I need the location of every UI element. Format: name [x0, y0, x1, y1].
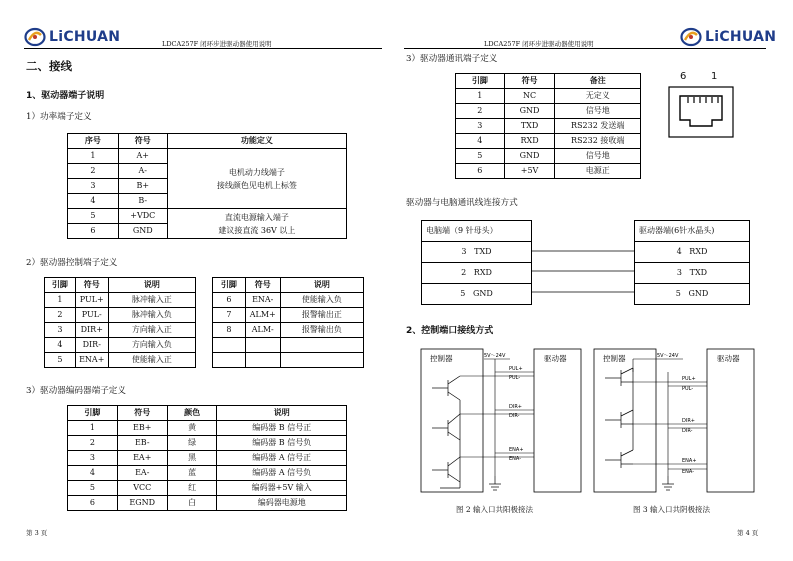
pin-number: 5	[460, 289, 466, 298]
func-power-line1: 直流电源输入端子	[224, 212, 289, 222]
cell-desc: 报警输出负	[280, 323, 363, 338]
table-row	[45, 338, 196, 353]
table-row	[456, 89, 641, 104]
cell-pin: 2	[45, 308, 76, 323]
table-row	[456, 164, 641, 179]
table-row	[68, 436, 347, 451]
pin-signal: RXD	[689, 247, 708, 256]
cell-func-motor	[167, 149, 346, 209]
func-power-line2: 建议接直流 36V 以上	[218, 225, 296, 235]
cell-symbol: PUL+	[75, 293, 108, 308]
cell-pin: 5	[68, 481, 118, 496]
cell-pin: 8	[213, 323, 246, 338]
comm-table-title: 3）驱动器通讯端子定义	[406, 54, 498, 64]
brand-name: LiCHUAN	[49, 29, 121, 45]
cell-desc: 编码器电源地	[217, 496, 347, 511]
table-row	[635, 263, 750, 284]
table-row	[213, 293, 364, 308]
cell-symbol: EA-	[117, 466, 167, 481]
cell-desc: 方向输入负	[108, 338, 195, 353]
pc-link-title: 驱动器与电脑通讯线连接方式	[406, 198, 518, 208]
table-row	[456, 134, 641, 149]
cell-symbol: ENA-	[245, 293, 280, 308]
cell-symbol: EGND	[117, 496, 167, 511]
cell-empty	[280, 353, 363, 368]
pin-signal: GND	[472, 289, 493, 298]
brand-name: LiCHUAN	[705, 29, 777, 45]
cell-symbol: GND	[118, 224, 167, 239]
cell-desc: 脉冲输入正	[108, 293, 195, 308]
section-title: 二、接线	[26, 59, 72, 73]
cell-empty	[213, 353, 246, 368]
table-header-row	[456, 74, 641, 89]
pul-plus-label: PUL+	[682, 376, 696, 382]
table-row	[68, 149, 347, 164]
cell-no: 5	[68, 209, 119, 224]
table-header-row	[422, 221, 532, 242]
figure-2-caption: 图 2 输入口共阳极接法	[456, 505, 534, 514]
cell-pin: 5	[456, 149, 505, 164]
cell-symbol: ENA+	[75, 353, 108, 368]
cell-color: 白	[167, 496, 217, 511]
table-row	[213, 338, 364, 353]
cell-empty	[213, 338, 246, 353]
ena-plus-label: ENA+	[509, 447, 524, 453]
cell-pin: 1	[456, 89, 505, 104]
pin-number: 2	[461, 268, 467, 277]
pin-signal: TXD	[474, 247, 492, 256]
encoder-terminal-table	[67, 405, 347, 511]
power-table-title: 1）功率端子定义	[26, 112, 92, 122]
cell-pin: 2	[456, 104, 505, 119]
cell-no: 4	[68, 194, 119, 209]
cell-note: 电源正	[555, 164, 641, 179]
pc-header-cell: 电脑端（9 针母头）	[422, 221, 532, 242]
dir-plus-label: DIR+	[682, 418, 695, 424]
page-number-left: 第 3 页	[26, 529, 48, 537]
ena-minus-label: ENA-	[682, 469, 695, 475]
table-row	[45, 323, 196, 338]
cell-note: 信号地	[555, 149, 641, 164]
table-header-row	[213, 278, 364, 293]
cell-symbol: NC	[504, 89, 555, 104]
wiring-diagram-common-cathode	[593, 348, 755, 494]
pc-row	[422, 263, 532, 284]
table-row	[213, 323, 364, 338]
driver-connector-table	[634, 220, 750, 305]
cell-symbol: VCC	[117, 481, 167, 496]
controller-label: 控制器	[603, 354, 626, 363]
cell-symbol: EA+	[117, 451, 167, 466]
cell-pin: 3	[45, 323, 76, 338]
supply-label: 5V～24V	[657, 353, 679, 359]
table-row	[68, 496, 347, 511]
cell-pin: 3	[68, 451, 118, 466]
table-row	[456, 119, 641, 134]
cell-func-power	[167, 209, 346, 239]
pin-signal: GND	[688, 289, 709, 298]
cell-symbol: GND	[504, 104, 555, 119]
rj-pin-label-left: 6	[680, 71, 687, 82]
cell-pin: 6	[213, 293, 246, 308]
table-row	[68, 209, 347, 224]
cell-desc: 编码器+5V 输入	[217, 481, 347, 496]
func-motor-line1: 电机动力线端子	[228, 167, 285, 177]
cell-symbol: B+	[118, 179, 167, 194]
cell-symbol: A-	[118, 164, 167, 179]
encoder-table-title: 3）驱动器编码器端子定义	[26, 386, 126, 396]
table-row	[213, 353, 364, 368]
pc-row	[422, 284, 532, 305]
brand-logo	[24, 27, 120, 47]
cell-desc: 编码器 B 信号负	[217, 436, 347, 451]
driver-row	[635, 242, 750, 263]
cell-symbol: EB+	[117, 421, 167, 436]
table-row	[45, 308, 196, 323]
cell-color: 蓝	[167, 466, 217, 481]
cell-no: 2	[68, 164, 119, 179]
cell-note: RS232 发送端	[555, 119, 641, 134]
dir-minus-label: DIR-	[509, 413, 520, 419]
comm-terminal-table	[455, 73, 641, 179]
wiring-diagram-common-anode	[420, 348, 582, 494]
rj-connector-icon	[668, 86, 734, 138]
pc-row	[422, 242, 532, 263]
table-row	[45, 293, 196, 308]
doc-header-title-right: LDCA257F 闭环步进驱动器使用说明	[484, 40, 594, 48]
table-row	[456, 104, 641, 119]
col-header: 序号	[68, 134, 119, 149]
cell-pin: 4	[68, 466, 118, 481]
subsection-terminals: 1、驱动器端子说明	[26, 91, 105, 101]
cell-pin: 3	[456, 119, 505, 134]
pin-number: 3	[676, 268, 682, 277]
brand-logo-right	[680, 27, 776, 47]
cell-note: 无定义	[555, 89, 641, 104]
cell-desc: 编码器 A 信号正	[217, 451, 347, 466]
table-row	[68, 481, 347, 496]
cell-pin: 4	[456, 134, 505, 149]
table-row	[422, 242, 532, 263]
rj-pin-label-right: 1	[711, 71, 718, 82]
cell-no: 1	[68, 149, 119, 164]
pin-number: 3	[461, 247, 467, 256]
brand-swirl-icon	[680, 27, 702, 47]
cell-symbol: RXD	[504, 134, 555, 149]
cell-symbol: EB-	[117, 436, 167, 451]
pin-signal: TXD	[689, 268, 708, 277]
col-header: 备注	[555, 74, 641, 89]
cell-symbol: PUL-	[75, 308, 108, 323]
pin-number: 4	[676, 247, 682, 256]
cell-pin: 7	[213, 308, 246, 323]
table-row	[635, 242, 750, 263]
col-header: 说明	[280, 278, 363, 293]
cell-symbol: B-	[118, 194, 167, 209]
cell-color: 黑	[167, 451, 217, 466]
cell-pin: 1	[45, 293, 76, 308]
cell-color: 红	[167, 481, 217, 496]
cell-empty	[245, 353, 280, 368]
cell-no: 3	[68, 179, 119, 194]
table-row	[422, 263, 532, 284]
supply-label: 5V～24V	[484, 353, 506, 359]
col-header: 引脚	[456, 74, 505, 89]
pul-plus-label: PUL+	[509, 366, 523, 372]
cell-pin: 6	[68, 496, 118, 511]
cell-no: 6	[68, 224, 119, 239]
pc-connector-table	[421, 220, 532, 305]
brand-swirl-icon	[24, 27, 46, 47]
table-row	[213, 308, 364, 323]
cell-pin: 6	[456, 164, 505, 179]
col-header: 符号	[504, 74, 555, 89]
col-header: 颜色	[167, 406, 217, 421]
cell-symbol: ALM-	[245, 323, 280, 338]
control-terminal-table-left	[44, 277, 196, 368]
table-row	[68, 451, 347, 466]
table-row	[68, 466, 347, 481]
pin-number: 5	[675, 289, 681, 298]
page-number-right: 第 4 页	[737, 529, 759, 537]
driver-row	[635, 284, 750, 305]
cell-pin: 4	[45, 338, 76, 353]
col-header: 引脚	[45, 278, 76, 293]
cell-pin: 2	[68, 436, 118, 451]
cell-desc: 方向输入正	[108, 323, 195, 338]
cell-symbol: ALM+	[245, 308, 280, 323]
cell-desc: 使能输入正	[108, 353, 195, 368]
cell-desc: 编码器 A 信号负	[217, 466, 347, 481]
col-header: 说明	[108, 278, 195, 293]
cell-note: 信号地	[555, 104, 641, 119]
subsection-control-wiring: 2、控制端口接线方式	[406, 326, 494, 336]
power-terminal-table	[67, 133, 347, 239]
cell-pin: 5	[45, 353, 76, 368]
cell-empty	[280, 338, 363, 353]
cell-color: 黄	[167, 421, 217, 436]
table-row	[68, 421, 347, 436]
dir-plus-label: DIR+	[509, 404, 522, 410]
driver-row	[635, 263, 750, 284]
cell-note: RS232 接收端	[555, 134, 641, 149]
cell-symbol: DIR-	[75, 338, 108, 353]
header-rule	[24, 48, 382, 49]
figure-3-caption: 图 3 输入口共阴极接法	[633, 505, 711, 514]
pc-link-wires	[532, 240, 634, 306]
pul-minus-label: PUL-	[509, 375, 521, 381]
col-header: 引脚	[68, 406, 118, 421]
cell-symbol: TXD	[504, 119, 555, 134]
driver-label: 驱动器	[717, 354, 740, 363]
func-motor-line2: 接线颜色见电机上标签	[216, 180, 297, 190]
cell-symbol: +VDC	[118, 209, 167, 224]
ena-plus-label: ENA+	[682, 458, 697, 464]
table-header-row	[68, 406, 347, 421]
table-row	[422, 284, 532, 305]
col-header: 符号	[117, 406, 167, 421]
doc-header-title: LDCA257F 闭环步进驱动器使用说明	[162, 40, 272, 48]
table-header-row	[68, 134, 347, 149]
control-terminal-table-right	[212, 277, 364, 368]
cell-desc: 使能输入负	[280, 293, 363, 308]
controller-label: 控制器	[430, 354, 453, 363]
header-rule-right	[404, 48, 766, 49]
cell-desc: 脉冲输入负	[108, 308, 195, 323]
table-header-row	[45, 278, 196, 293]
control-table-title: 2）驱动器控制端子定义	[26, 258, 118, 268]
pin-signal: RXD	[473, 268, 492, 277]
col-header: 符号	[245, 278, 280, 293]
cell-symbol: +5V	[504, 164, 555, 179]
col-header: 功能定义	[167, 134, 346, 149]
driver-label: 驱动器	[544, 354, 567, 363]
cell-symbol: GND	[504, 149, 555, 164]
table-row	[456, 149, 641, 164]
cell-empty	[245, 338, 280, 353]
col-header: 符号	[75, 278, 108, 293]
dir-minus-label: DIR-	[682, 428, 693, 434]
driver-header-cell: 驱动器端(6针水晶头)	[635, 221, 750, 242]
table-header-row	[635, 221, 750, 242]
ena-minus-label: ENA-	[509, 456, 522, 462]
cell-desc: 报警输出正	[280, 308, 363, 323]
cell-symbol: A+	[118, 149, 167, 164]
table-row	[45, 353, 196, 368]
cell-pin: 1	[68, 421, 118, 436]
pul-minus-label: PUL-	[682, 386, 694, 392]
cell-desc: 编码器 B 信号正	[217, 421, 347, 436]
cell-symbol: DIR+	[75, 323, 108, 338]
table-row	[635, 284, 750, 305]
col-header: 引脚	[213, 278, 246, 293]
col-header: 符号	[118, 134, 167, 149]
cell-color: 绿	[167, 436, 217, 451]
col-header: 说明	[217, 406, 347, 421]
